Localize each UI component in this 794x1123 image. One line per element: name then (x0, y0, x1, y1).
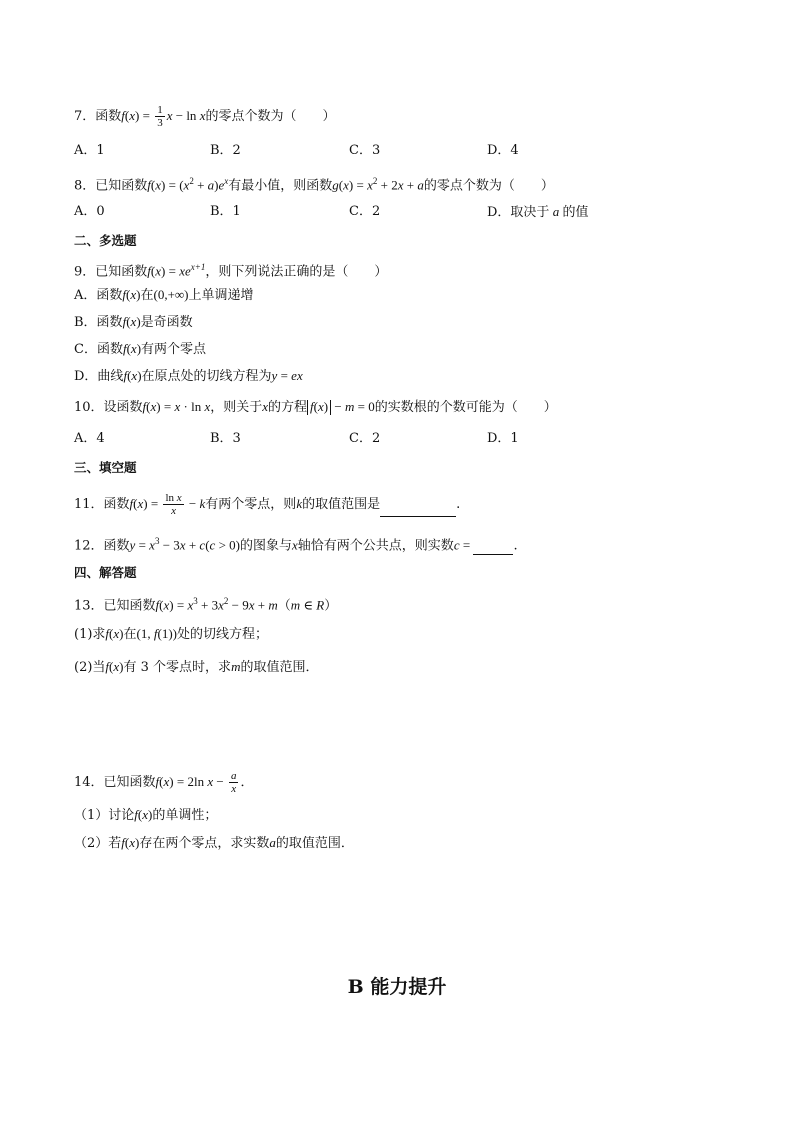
answer-blank-11[interactable] (380, 502, 456, 517)
section-heading-ability-improvement: B 能力提升 (347, 976, 447, 998)
q8-option-a[interactable]: A．0 (74, 204, 105, 219)
q8-option-c[interactable]: C．2 (349, 204, 381, 219)
question-11-stem: 11．函数f(x) = $\frac{\text{ln x}}{x}$ − k有两个零点，则k的取值范围是 . (74, 492, 461, 517)
fraction-one-third: $\frac{1}{3}$ (157, 104, 163, 129)
question-9-stem: 9．已知函数$f(x) = xe^{x+1}$，则下列说法正确的是（ ） (74, 262, 388, 280)
q9-option-a[interactable]: A．函数f(x)在(0,+∞)上单调递增 (74, 287, 254, 303)
question-10-stem: 10．设函数f(x) = x · ln x，则关于x的方程 f(x) − m = 0的实数根的个数可能为（ ） (74, 399, 557, 415)
question-14-stem: 14．已知函数f(x) = 2ln x − $\frac{a}{x}$ ． (74, 770, 254, 795)
q7-formula: f (121, 108, 125, 123)
q9-option-d[interactable]: D．曲线f(x)在原点处的切线方程为y = ex (74, 368, 303, 384)
q8-option-d[interactable]: D．取决于 a 的值 (487, 204, 589, 220)
question-14-part-2: （2）若f(x)存在两个零点，求实数a的取值范围． (74, 835, 354, 851)
q9-option-b[interactable]: B．函数f(x)是奇函数 (74, 314, 193, 330)
question-8-stem: 8．已知函数$f(x) = (x^2 + a)e^x$有最小值，则函数$g(x) = x^2 + 2x + a$的零点个数为（ ） (74, 176, 554, 194)
section-heading-multiple-choice: 二、多选题 (74, 233, 137, 248)
fraction-a-over-x: $\frac{a}{x}$ (230, 770, 237, 795)
q10-option-c[interactable]: C．2 (349, 431, 381, 446)
q10-option-a[interactable]: A．4 (74, 431, 105, 446)
section-heading-fill-in: 三、填空题 (74, 460, 137, 475)
question-13-part-2: (2)当f(x)有 3 个零点时，求m的取值范围． (74, 659, 319, 675)
q7-option-a[interactable]: A．1 (74, 143, 105, 158)
question-13-stem: 13．已知函数$f(x) = x^3 + 3x^2 - 9x + m(m$ ∈ R） (74, 596, 338, 614)
fraction-lnx-over-x: $\frac{\text{ln x}}{x}$ (165, 492, 182, 517)
q8-option-b[interactable]: B．1 (210, 204, 241, 219)
q7-option-c[interactable]: C．3 (349, 143, 381, 158)
q7-option-b[interactable]: B．2 (210, 143, 241, 158)
q10-option-b[interactable]: B．3 (210, 431, 241, 446)
q7-option-d[interactable]: D．4 (487, 143, 519, 158)
answer-blank-12[interactable] (473, 540, 513, 555)
q9-option-c[interactable]: C．函数f(x)有两个零点 (74, 341, 207, 357)
question-7-stem: 7．函数f(x) = $\frac{1}{3}$ x − ln x的零点个数为（ ） (74, 104, 336, 129)
question-13-part-1: (1)求f(x)在(1, f(1))处的切线方程； (74, 626, 269, 642)
q10-option-d[interactable]: D．1 (487, 431, 519, 446)
question-12-stem: 12．函数$y = x^3 - 3x + c(c > 0)$的图象与x轴恰有两个公共点，则实数c = . (74, 536, 518, 554)
question-14-part-1: （1）讨论f(x)的单调性； (74, 807, 218, 823)
section-heading-solution: 四、解答题 (74, 565, 137, 580)
